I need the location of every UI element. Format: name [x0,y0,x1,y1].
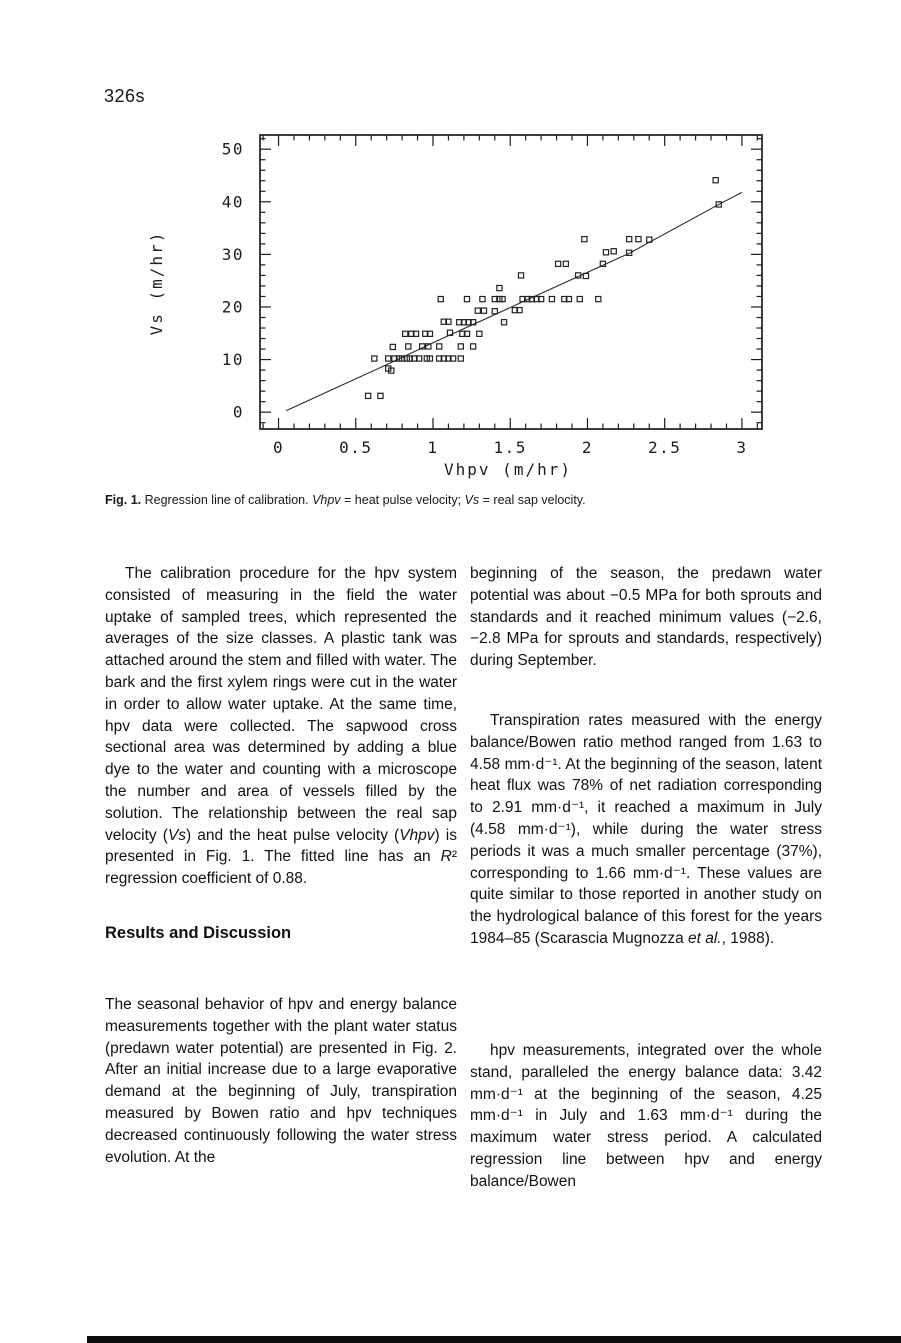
data-point [475,308,480,313]
data-point [713,178,718,183]
data-point [563,261,568,266]
y-axis-tick-label: 40 [221,192,244,212]
data-point [716,202,721,207]
data-point [611,249,616,254]
data-point [458,356,463,361]
data-point [413,331,418,336]
data-point [583,273,588,278]
bottom-page-rule [87,1336,901,1343]
plot-box [260,135,762,429]
data-point [406,344,411,349]
data-point [600,261,605,266]
data-point [549,296,554,301]
data-point [378,393,383,398]
figure-caption [105,492,805,508]
data-point [539,296,544,301]
data-point [556,261,561,266]
data-point [480,296,485,301]
x-axis-tick-label: 0 [272,438,285,457]
data-point [501,320,506,325]
data-point [437,344,442,349]
data-point [386,356,391,361]
y-axis-tick-label: 10 [221,350,244,370]
data-point [390,344,395,349]
data-point [566,296,571,301]
y-axis-tick-label: 0 [232,402,244,422]
x-axis-tick-label: 1.5 [493,438,527,457]
data-point [403,331,408,336]
figure-caption-label: Fig. 1. [105,493,142,507]
data-point [603,250,608,255]
data-point [389,368,394,373]
data-point [372,356,377,361]
data-point [500,296,505,301]
data-point [420,344,425,349]
data-point [627,237,632,242]
data-point [447,330,452,335]
data-point [446,319,451,324]
data-point [497,285,502,290]
data-point [427,356,432,361]
x-axis-tick-label: 1 [427,438,439,457]
data-point [477,331,482,336]
right-column-paragraph-2: Transpiration rates measured with the energy balance/Bowen ratio method ranged from 1.63 to 4.58 mm·d⁻¹. At the beginning of the season, latent heat flux was 78% of net radiation corresponding to 2.91 mm·d⁻¹, it reached a maximum in July (4.58 mm·d⁻¹), while during the water stress periods it was a much smaller percentage (37%), corresponding to 1.66 mm·d⁻¹. These values are quite similar to those reported in another study on the hydrological balance of this forest for the years 1984–85 (Scarascia Mugnozza et al., 1988). [470,712,822,947]
x-axis-tick-label: 2 [581,438,594,457]
calibration-scatter-chart [100,130,800,480]
data-point [577,296,582,301]
data-point [427,331,432,336]
data-point [596,296,601,301]
regression-line [286,192,742,410]
data-point [471,320,476,325]
data-point [464,296,469,301]
x-axis-tick-label: 0.5 [339,438,373,457]
y-axis-tick-label: 50 [221,139,244,159]
data-point [416,356,421,361]
y-axis-tick-label: 30 [221,244,244,264]
data-point [481,308,486,313]
data-point [636,237,641,242]
data-point [426,344,431,349]
left-column-paragraph-2: The seasonal behavior of hpv and energy balance measurements together with the plant water status (predawn water potential) are presented in Fig. 2. After an initial increase due to a large evaporative demand at the beginning of July, transpiration measured by Bowen ratio and hpv techniques decreased continuously following the water stress evolution. At the [105,996,457,1166]
results-discussion-heading: Results and Discussion [105,924,292,942]
right-column-paragraph-1: beginning of the season, the predawn water potential was about −0.5 MPa for both sprouts and standards and it reached minimum values (−2.6, −2.8 MPa for sprouts and standards, respectively) during September. [470,565,822,670]
data-point [458,344,463,349]
y-axis-tick-label: 20 [221,297,244,317]
y-axis-title: Vs (m/hr) [147,230,166,336]
figure-caption-text: Regression line of calibration. Vhpv = heat pulse velocity; Vs = real sap velocity. [141,493,586,507]
data-point [492,309,497,314]
data-point [366,393,371,398]
data-point [438,296,443,301]
data-point [576,273,581,278]
x-axis-title: Vhpv (m/hr) [444,460,572,479]
data-point [517,308,522,313]
data-point [464,331,469,336]
data-point [450,356,455,361]
left-column-paragraph-1: The calibration procedure for the hpv system consisted of measuring in the field the water uptake of sampled trees, which represented the averages of the size classes. A plastic tank was attached around the stem and filled with water. The bark and the first xylem rings were cut in the water in order to allow water uptake. At the same time, hpv data were collected. The sapwood cross sectional area was determined by adding a blue dye to the water and counting with a microscope the number and area of vessels filled by the solution. The relationship between the real sap velocity (Vs) and the heat pulse velocity (Vhpv) is presented in Fig. 1. The fitted line has an R² regression coefficient of 0.88. [105,565,457,888]
x-axis-tick-label: 2.5 [647,438,682,457]
right-column-paragraph-3: hpv measurements, integrated over the whole stand, paralleled the energy balance data: 3.42 mm·d⁻¹ at the beginning of the season, 4.25 mm·d⁻¹ in July and 1.63 mm·d⁻¹ during the maximum water stress period. A calculated regression line between hpv and energy balance/Bowen [470,1042,822,1190]
x-axis-tick-label: 3 [736,438,748,457]
data-point [518,273,523,278]
page-number: 326s [104,86,146,106]
data-point [582,237,587,242]
data-point [647,237,652,242]
data-point [471,344,476,349]
data-point [627,250,632,255]
